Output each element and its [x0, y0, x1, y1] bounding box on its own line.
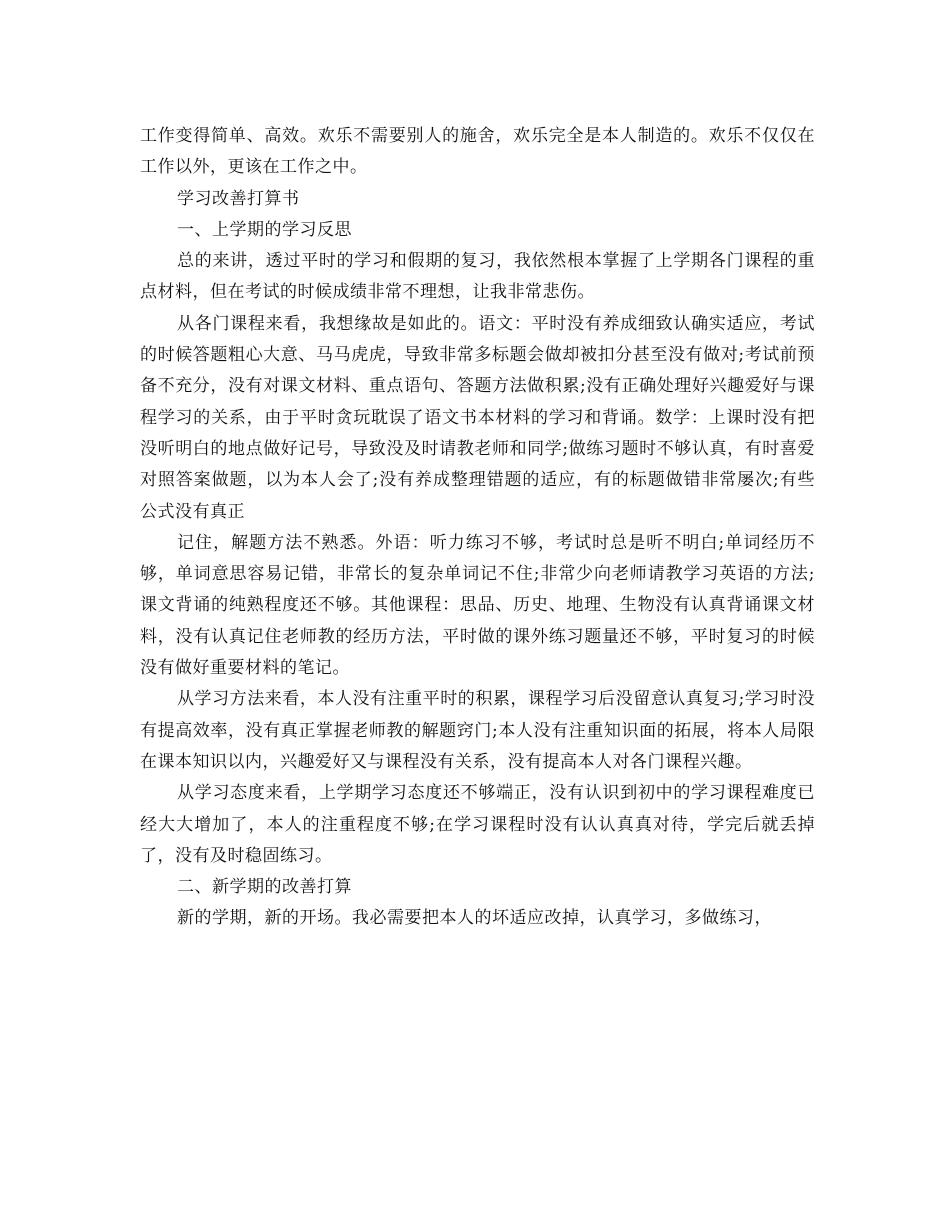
paragraph-courses-continued: 记住，解题方法不熟悉。外语：听力练习不够，考试时总是听不明白;单词经历不够，单词意思容易记错，非常长的复杂单词记不住;非常少向老师请教学习英语的方法;课文背诵的纯熟程度还不够。其他课程：思品、历史、地理、生物没有认真背诵课文材料，没有认真记住老师教的经历方法，平时做的课外练习题量还不够，平时复习的时候没有做好重要材料的笔记。 [140, 532, 815, 679]
section-heading-new-plan: 二、新学期的改善打算 [177, 877, 352, 898]
paragraph-new-semester: 新的学期，新的开场。我必需要把本人的坏适应改掉，认真学习，多做练习， [177, 908, 772, 929]
document-heading-plan: 学习改善打算书 [177, 188, 300, 209]
section-heading-reflection: 一、上学期的学习反思 [177, 219, 352, 240]
paragraph-methods: 从学习方法来看，本人没有注重平时的积累，课程学习后没留意认真复习;学习时没有提高效率，没有真正掌握老师教的解题窍门;本人没有注重知识面的拓展，将本人局限在课本知识以内，兴趣爱好又与课程没有关系，没有提高本人对各门课程兴趣。 [140, 689, 815, 772]
paragraph-intro-continuation: 工作变得简单、高效。欢乐不需要别人的施舍，欢乐完全是本人制造的。欢乐不仅仅在工作以外，更该在工作之中。 [140, 126, 815, 178]
paragraph-overall: 总的来讲，透过平时的学习和假期的复习，我依然根本掌握了上学期各门课程的重点材料，但在考试的时候成绩非常不理想，让我非常悲伤。 [140, 251, 815, 303]
paragraph-courses: 从各门课程来看，我想缘故是如此的。语文：平时没有养成细致认确实适应，考试的时候答题粗心大意、马马虎虎，导致非常多标题会做却被扣分甚至没有做对;考试前预备不充分，没有对课文材料、重点语句、答题方法做积累;没有正确处理好兴趣爱好与课程学习的关系，由于平时贪玩耽误了语文书本材料的学习和背诵。数学：上课时没有把没听明白的地点做好记号，导致没及时请教老师和同学;做练习题时不够认真，有时喜爱对照答案做题，以为本人会了;没有养成整理错题的适应，有的标题做错非常屡次;有些公式没有真正 [140, 313, 815, 522]
paragraph-attitude: 从学习态度来看，上学期学习态度还不够端正，没有认识到初中的学习课程难度已经大大增加了，本人的注重程度不够;在学习课程时没有认认真真对待，学完后就丢掉了，没有及时稳固练习。 [140, 783, 815, 866]
document-body [140, 121, 815, 935]
